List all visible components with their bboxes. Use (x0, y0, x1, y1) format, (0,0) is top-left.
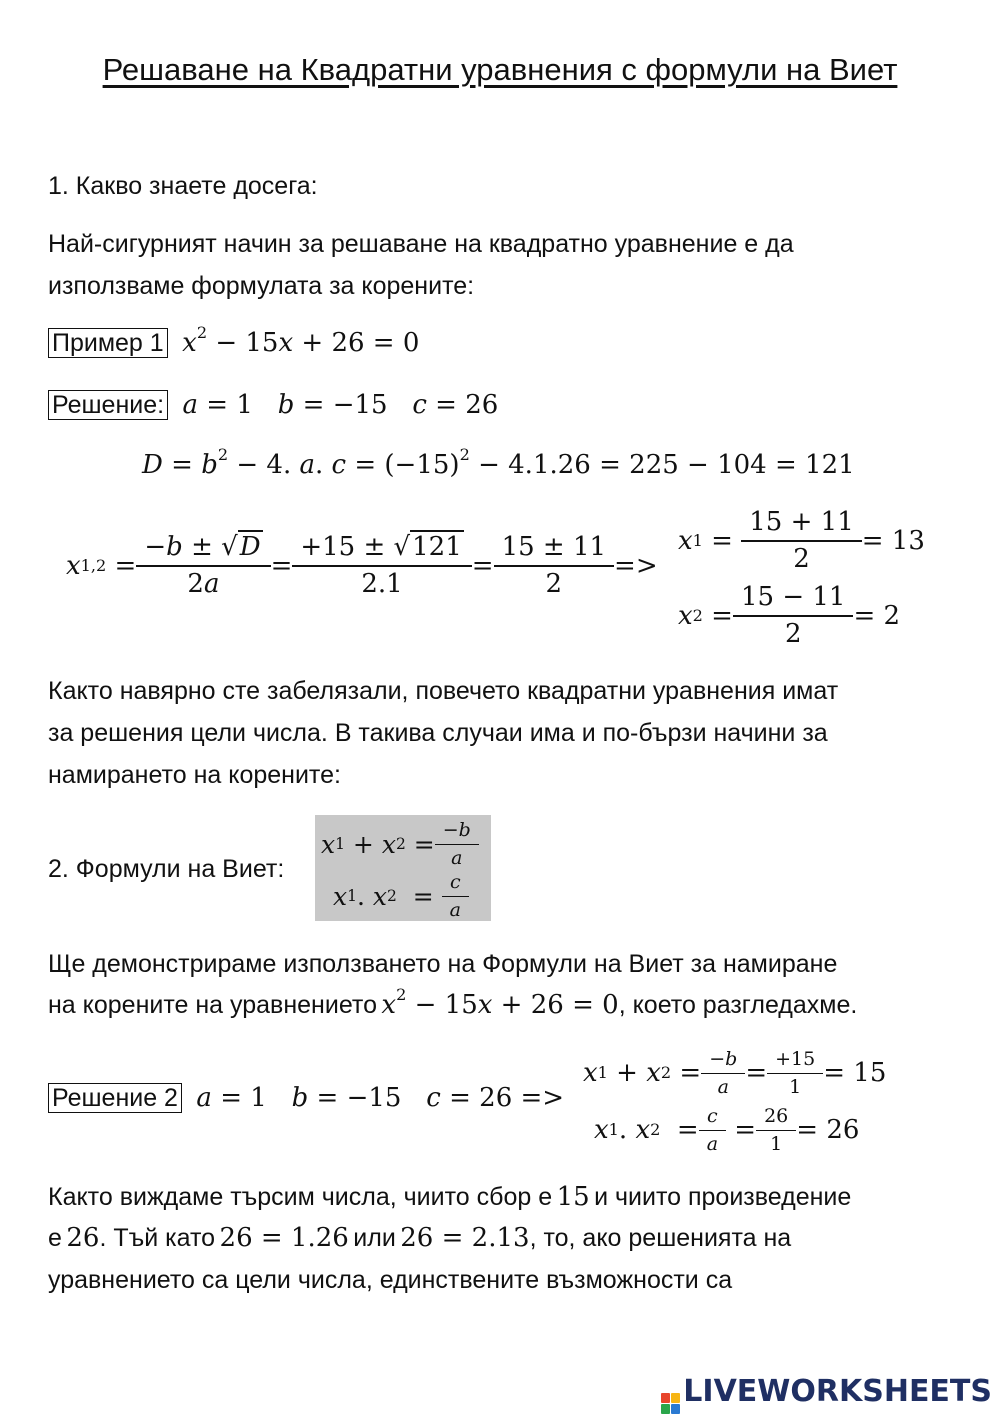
solution-1-coefficients: a = 1 b = −15 c = 26 (182, 390, 499, 420)
paragraph-1-line-1: Най-сигурният начин за решаване на квадратно уравнение е да (48, 230, 794, 258)
vieta-formulas-box (315, 815, 491, 921)
paragraph-1-line-2: използваме формулата за корените: (48, 272, 475, 300)
solution-2-row (48, 1083, 564, 1113)
paragraph-3-line-2: на корените на уравнението $x^2 - 15x + 26 = 0$, което разгледахме. (48, 985, 858, 1020)
paragraph-4-line-2: е 26. Тъй като 26 = 1.26 или 26 = 2.13, то, ако решенията на (48, 1223, 792, 1253)
paragraph-2-line-1: Както навярно сте забелязали, повечето квадратни уравнения имат (48, 677, 839, 705)
section-2-heading: 2. Формули на Виет: (48, 855, 285, 883)
vieta-product-formula: x 1 . x 2 = $\frac{c}{a}$ (333, 871, 469, 921)
vieta-sum-calculation: x 1 + x 2 = $\frac{-b}{a}$ = $\frac{+15}{1}$ = 15 (583, 1048, 887, 1098)
paragraph-4-line-1: Както виждаме търсим числа, чиито сбор е 15 и чиито произведение (48, 1182, 852, 1212)
example-1-row (48, 323, 420, 358)
page-title: Решаване на Квадратни уравнения с формули на Виет (102, 52, 898, 87)
paragraph-3-line-1: Ще демонстрираме използването на Формули на Виет за намиране (48, 950, 838, 978)
general-root-fraction: $\frac{-b \pm √D}{2a}$ (140, 532, 266, 599)
discriminant-formula: $D = b^2 - 4$. a. $c = (-15)^2 - 4.1.26 = 225 - 104 = 121$ (142, 445, 855, 480)
example-1-equation: $x^2 - 15x + 26 = 0$ (182, 323, 420, 358)
example-1-label: Пример 1 (48, 328, 168, 358)
root-x2: x 2 = $\frac{15 - 11}{2}$ = 2 (678, 582, 901, 649)
liveworksheets-logo-icon (661, 1393, 680, 1414)
root-x1: x 1 = $\frac{15 + 11}{2}$ = 13 (678, 507, 925, 574)
substituted-root-fraction: $\frac{+15 \pm √121}{2.1}$ (296, 532, 467, 599)
vieta-product-calculation: x 1 . x 2 = $\frac{c}{a}$ = $\frac{26}{1}$ = 26 (594, 1105, 860, 1155)
paragraph-2-line-3: намирането на корените: (48, 761, 341, 789)
roots-formula: x 1,2 = $\frac{-b \pm √D}{2a}$ = $\frac{+15 \pm √121}{2.1}$ = $\frac{15 \pm 11}{2}$ => (66, 532, 658, 599)
vieta-sum-formula: x 1 + x 2 = $\frac{-b}{a}$ (321, 819, 479, 869)
section-1-heading: 1. Какво знаете досега: (48, 172, 318, 200)
implies-arrow: => (614, 550, 658, 581)
paragraph-2-line-2: за решения цели числа. В такива случаи има и по-бързи начини за (48, 719, 828, 747)
solution-2-coefficients: a = 1 b = −15 c = 26 => (196, 1083, 565, 1113)
solution-1-label: Решение: (48, 390, 168, 420)
paragraph-4-line-3: уравнението са цели числа, единствените възможности са (48, 1266, 733, 1294)
solution-1-row (48, 390, 498, 420)
simplified-root-fraction: $\frac{15 \pm 11}{2}$ (498, 532, 610, 599)
solution-2-label: Решение 2 (48, 1083, 182, 1113)
liveworksheets-logo: LIVEWORKSHEETS (661, 1374, 992, 1414)
